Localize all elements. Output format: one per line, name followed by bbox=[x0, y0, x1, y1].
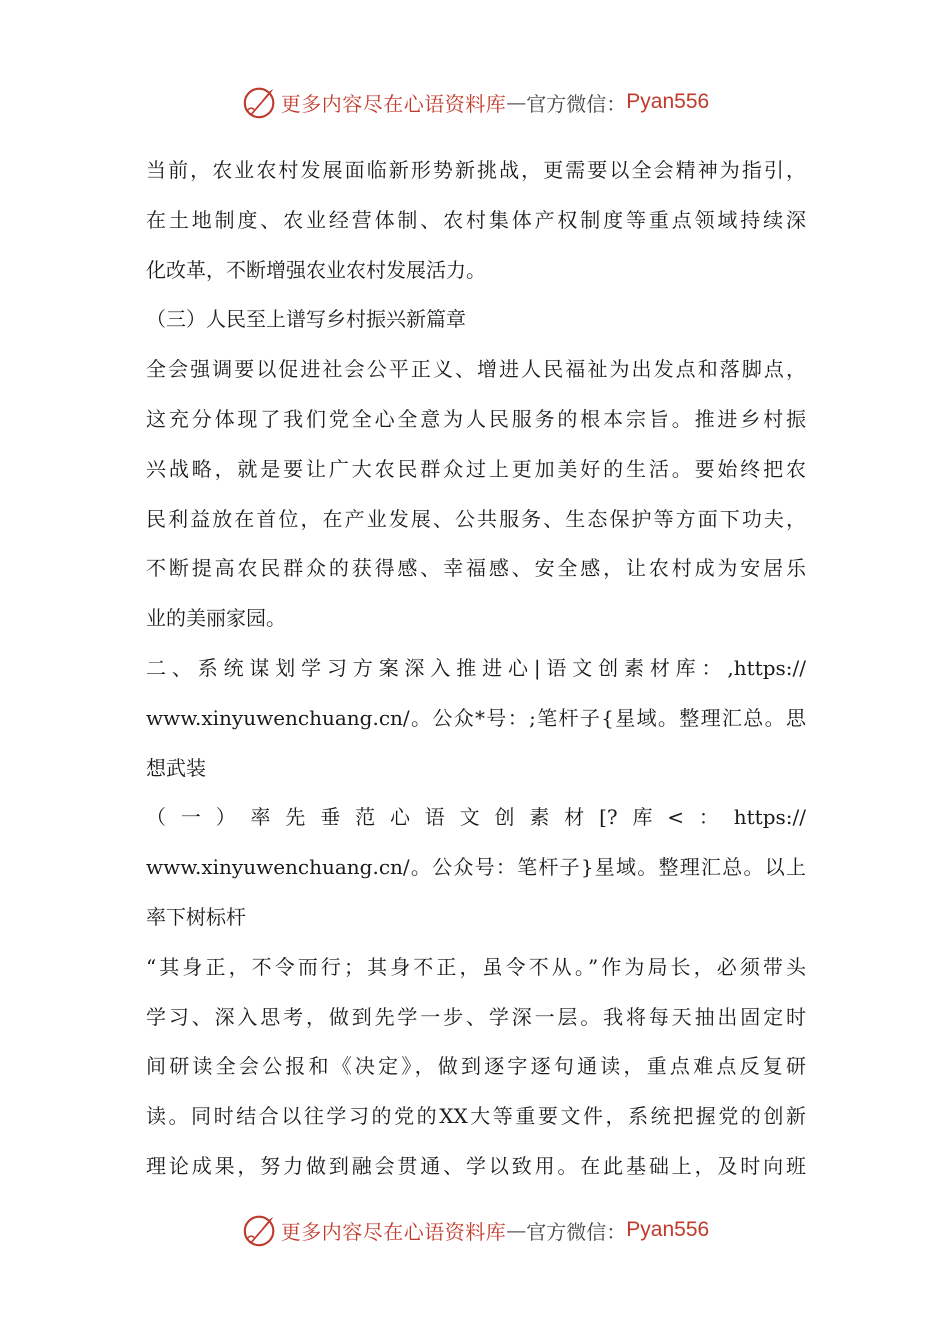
quill-pen-logo-icon bbox=[241, 1211, 279, 1249]
banner-separator: — bbox=[506, 90, 527, 114]
banner-wechat-id: Pyan556 bbox=[626, 1218, 710, 1241]
header-banner bbox=[0, 80, 950, 124]
subsection-heading: （一）率先垂范心语文创素材[?库<：https:// bbox=[146, 805, 806, 830]
body-line: 兴战略，就是要让广大农民群众过上更加美好的生活。要始终把农 bbox=[146, 456, 806, 481]
section-heading: www.xinyuwenchuang.cn/。公众*号：;笔杆子{星域。整理汇总。思 bbox=[146, 705, 806, 730]
body-line: 化改革，不断增强农业农村发展活力。 bbox=[146, 257, 486, 282]
quill-pen-logo-icon bbox=[241, 83, 279, 121]
body-line: 这充分体现了我们党全心全意为人民服务的根本宗旨。推进乡村振 bbox=[146, 406, 806, 431]
body-line: 学习、深入思考，做到先学一步、学深一层。我将每天抽出固定时 bbox=[146, 1004, 806, 1029]
body-line: 不断提高农民群众的获得感、幸福感、安全感，让农村成为安居乐 bbox=[146, 556, 806, 581]
body-line: “其身正，不令而行；其身不正，虽令不从。”作为局长，必须带头 bbox=[146, 954, 806, 979]
section-heading: 想武装 bbox=[146, 755, 206, 780]
body-line: 间研读全会公报和《决定》，做到逐字逐句通读，重点难点反复研 bbox=[146, 1054, 806, 1079]
banner-separator: — bbox=[506, 1218, 527, 1242]
body-line: 读。同时结合以往学习的党的XX大等重要文件，系统把握党的创新 bbox=[146, 1104, 806, 1129]
banner-site-text: 更多内容尽在心语资料库 bbox=[280, 1219, 507, 1244]
banner-wechat-label: 官方微信： bbox=[526, 1219, 627, 1244]
section-heading: 二、系统谋划学习方案深入推进心|语文创素材库：,https:// bbox=[146, 655, 806, 680]
subsection-heading: 率下树标杆 bbox=[146, 904, 246, 929]
section-heading: （三）人民至上谱写乡村振兴新篇章 bbox=[146, 307, 466, 332]
subsection-heading: www.xinyuwenchuang.cn/。公众号：笔杆子}星域。整理汇总。以上 bbox=[146, 855, 806, 880]
document-body bbox=[146, 146, 806, 1192]
footer-banner bbox=[0, 1208, 950, 1252]
body-line: 理论成果，努力做到融会贯通、学以致用。在此基础上，及时向班 bbox=[146, 1153, 806, 1178]
body-line: 在土地制度、农业经营体制、农村集体产权制度等重点领域持续深 bbox=[146, 207, 806, 232]
banner-wechat-id: Pyan556 bbox=[626, 90, 710, 113]
body-line: 业的美丽家园。 bbox=[146, 606, 286, 631]
body-line: 民利益放在首位，在产业发展、公共服务、生态保护等方面下功夫， bbox=[146, 506, 806, 531]
body-line: 当前，农业农村发展面临新形势新挑战，更需要以全会精神为指引， bbox=[146, 158, 806, 182]
body-line: 全会强调要以促进社会公平正义、增进人民福祉为出发点和落脚点， bbox=[146, 357, 806, 382]
banner-wechat-label: 官方微信： bbox=[526, 91, 627, 116]
banner-site-text: 更多内容尽在心语资料库 bbox=[280, 91, 507, 116]
